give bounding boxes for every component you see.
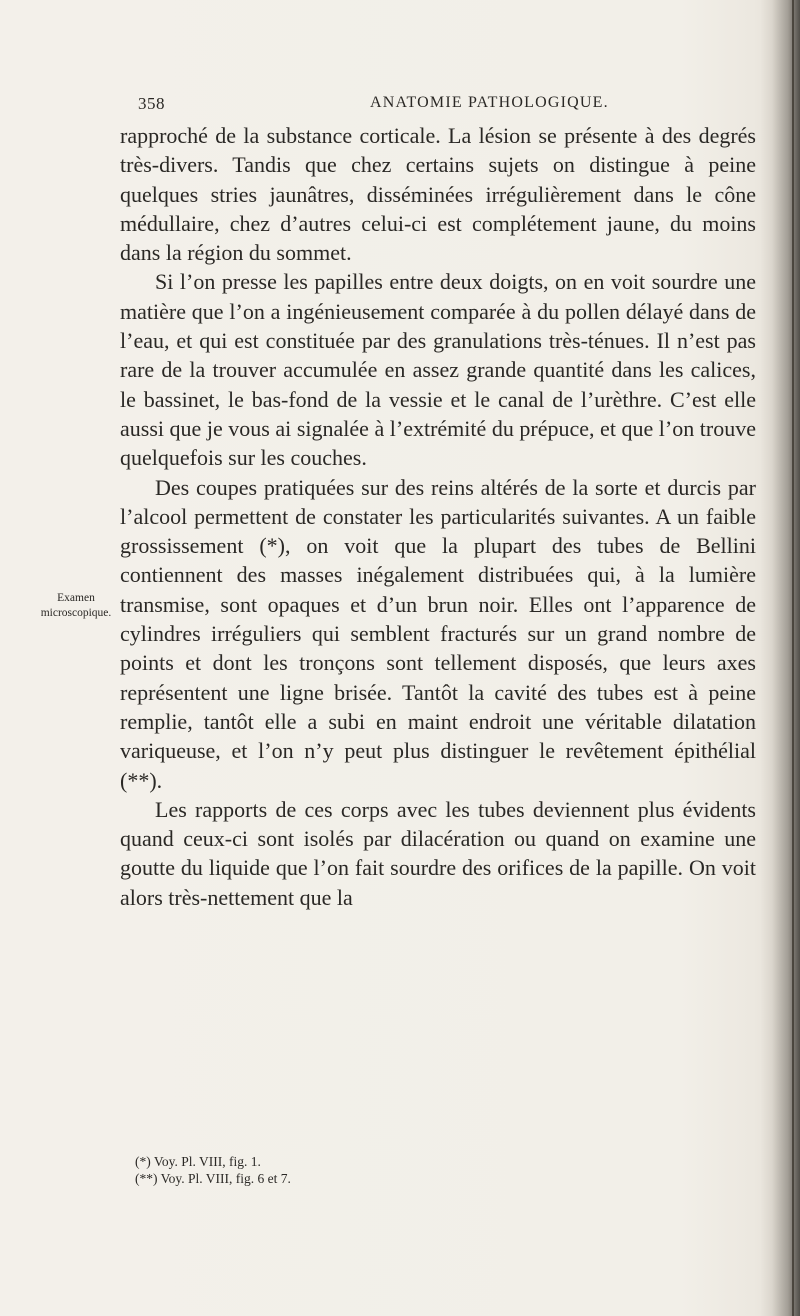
binding-edge-shadow — [760, 0, 800, 1316]
margin-note-line-2: microscopique. — [40, 607, 112, 619]
body-text — [120, 121, 756, 912]
page-number: 358 — [138, 94, 165, 113]
paragraph-2: Si l’on presse les papilles entre deux doigts, on en voit sourdre une matière que l’on a ingénieusement comparée à du pollen délayé dans de l’eau, et qui est constituée par des granulations très-ténues. Il n’est pas rare de la trouver accumulée en assez grande quantité dans les calices, le bassinet, le bas-fond de la vessie et le canal de l’urèthre. C’est elle aussi que je vous ai signalée à l’extrémité du prépuce, et que l’on trouve quelquefois sur les couches. — [120, 269, 756, 471]
margin-note-line-1: Examen — [57, 592, 95, 604]
paragraph-1: rapproché de la substance corticale. La lésion se présente à des degrés très-divers. Tandis que chez certains sujets on distingue à peine quelques stries jaunâtres, disséminées irrégulièrement dans le cône médullaire, chez d’autres celui-ci est complétement jaune, du moins dans la région du sommet. — [120, 123, 756, 266]
running-title: ANATOMIE PATHOLOGIQUE. — [370, 94, 609, 111]
page-header — [138, 94, 758, 118]
margin-note — [37, 591, 115, 621]
paragraph-4: Les rapports de ces corps avec les tubes deviennent plus évidents quand ceux-ci sont isolés par dilacération ou quand on examine une goutte du liquide que l’on fait sourdre des orifices de la papille. On voit alors très-nettement que la — [120, 796, 756, 910]
footnotes — [135, 1153, 535, 1187]
binding-edge-line — [792, 0, 794, 1316]
footnote-1: (*) Voy. Pl. VIII, fig. 1. — [135, 1154, 261, 1169]
paragraph-3: Des coupes pratiquées sur des reins altérés de la sorte et durcis par l’alcool permettent de constater les particularités suivantes. A un faible grossissement (*), on voit que la plupart des tubes de Bellini contiennent des masses inégalement distribuées qui, à la lumière transmise, sont opaques et d’un brun noir. Elles ont l’apparence de cylindres irréguliers qui semblent fracturés sur un grand nombre de points et dont les tronçons sont tellement disposés, que leurs axes représentent une ligne brisée. Tantôt la cavité des tubes est à peine remplie, tantôt elle a subi en maint endroit une véritable dilatation variqueuse, et l’on n’y peut plus distinguer le revêtement épithélial (**). — [120, 474, 756, 793]
footnote-2: (**) Voy. Pl. VIII, fig. 6 et 7. — [135, 1171, 291, 1186]
